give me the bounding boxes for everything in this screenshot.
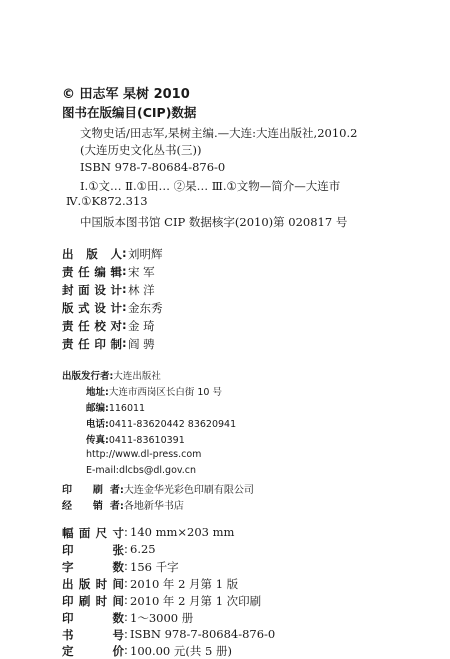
spec-label: 印刷时间 <box>62 594 124 608</box>
staff-label: 责任印制 <box>62 337 122 351</box>
printer-value: 大连金华光彩色印刷有限公司 <box>123 485 254 496</box>
phone-label: 电话: <box>86 419 109 430</box>
distributor-value: 各地新华书店 <box>123 501 184 512</box>
spec-value: 2010 年 2 月第 1 次印刷 <box>130 594 262 608</box>
staff-value: 金 琦 <box>128 319 155 333</box>
copyright-line: © 田志军 杲树 2010 <box>62 87 190 102</box>
staff-label: 封面设计 <box>62 283 122 297</box>
spec-value: 100.00 元(共 5 册) <box>130 644 232 658</box>
address-row <box>86 384 222 398</box>
cip-title: 图书在版编目(CIP)数据 <box>62 105 197 120</box>
spec-row-format: 幅面尺寸 : 140 mm×203 mm <box>62 525 235 540</box>
spec-value: 1～3000 册 <box>130 611 194 625</box>
distributor-label: 经 销 者: <box>62 501 124 512</box>
staff-value: 阎 骋 <box>128 337 155 351</box>
website-value: http://www.dl-press.com <box>86 449 202 460</box>
address-value: 大连市西岗区长白街 10 号 <box>108 387 222 398</box>
cip-line: Ⅳ.①K872.313 <box>66 194 148 208</box>
staff-value: 宋 军 <box>128 265 155 279</box>
postcode-row <box>86 400 145 414</box>
staff-value: 金东秀 <box>128 301 163 315</box>
cip-line: (大连历史文化丛书(三)) <box>80 143 202 157</box>
printer-label: 印 刷 者: <box>62 485 124 496</box>
phone-row <box>86 416 236 430</box>
spec-label: 定价 <box>62 644 124 658</box>
postcode-label: 邮编: <box>86 403 109 414</box>
staff-row-editor: 责任编辑 : 宋 军 <box>62 264 155 279</box>
spec-label: 印数 <box>62 611 124 625</box>
spec-row-price: 定价 : 100.00 元(共 5 册) <box>62 643 232 658</box>
spec-value: 6.25 <box>130 542 156 556</box>
printer-row <box>62 481 254 496</box>
spec-value: 2010 年 2 月第 1 版 <box>130 577 239 591</box>
spec-label: 出版时间 <box>62 577 124 591</box>
spec-row-print-run: 印数 : 1～3000 册 <box>62 610 194 625</box>
staff-value: 刘明辉 <box>128 247 163 261</box>
spec-row-word-count: 字数 : 156 千字 <box>62 559 179 574</box>
spec-row-print-date: 印刷时间 : 2010 年 2 月第 1 次印刷 <box>62 593 262 608</box>
staff-row-publisher-person: 出版人 : 刘明辉 <box>62 246 163 261</box>
staff-label: 出版人 <box>62 247 122 261</box>
staff-row-print-supervisor: 责任印制 : 阎 骋 <box>62 336 155 351</box>
publisher-row <box>62 368 161 382</box>
spec-label: 字数 <box>62 560 124 574</box>
staff-row-proofreader: 责任校对 : 金 琦 <box>62 318 155 333</box>
cip-line: Ⅰ.①文… Ⅱ.①田… ②杲… Ⅲ.①文物—简介—大连市 <box>80 179 341 193</box>
spec-label: 幅面尺寸 <box>62 526 124 540</box>
spec-row-sheets: 印张 : 6.25 <box>62 542 156 557</box>
publisher-name: 大连出版社 <box>113 371 161 382</box>
spec-row-isbn: 书号 : ISBN 978-7-80684-876-0 <box>62 627 276 642</box>
fax-row <box>86 432 185 446</box>
staff-label: 责任编辑 <box>62 265 122 279</box>
fax-value: 0411-83610391 <box>108 435 185 446</box>
fax-label: 传真: <box>86 435 109 446</box>
staff-value: 林 洋 <box>128 283 155 297</box>
spec-value: ISBN 978-7-80684-876-0 <box>130 627 276 641</box>
cip-line: ISBN 978-7-80684-876-0 <box>80 160 226 174</box>
email-row <box>86 465 196 476</box>
cip-data-number: 中国版本图书馆 CIP 数据核字(2010)第 020817 号 <box>80 215 348 229</box>
publisher-label: 出版发行者: <box>62 371 114 382</box>
staff-row-layout-design: 版式设计 : 金东秀 <box>62 300 163 315</box>
staff-label: 责任校对 <box>62 319 122 333</box>
staff-row-cover-design: 封面设计 : 林 洋 <box>62 282 155 297</box>
website-row <box>86 449 201 460</box>
spec-label: 印张 <box>62 543 124 557</box>
postcode-value: 116011 <box>108 403 146 414</box>
email-value: E-mail:dlcbs@dl.gov.cn <box>86 465 197 476</box>
spec-value: 156 千字 <box>130 560 179 574</box>
address-label: 地址: <box>86 387 109 398</box>
distributor-row <box>62 497 184 512</box>
phone-value: 0411-83620442 83620941 <box>108 419 237 430</box>
spec-label: 书号 <box>62 628 124 642</box>
spec-row-publish-date: 出版时间 : 2010 年 2 月第 1 版 <box>62 576 239 591</box>
staff-label: 版式设计 <box>62 301 122 315</box>
cip-line: 文物史话/田志军,杲树主编.—大连:大连出版社,2010.2 <box>80 126 358 140</box>
spec-value: 140 mm×203 mm <box>130 525 235 539</box>
